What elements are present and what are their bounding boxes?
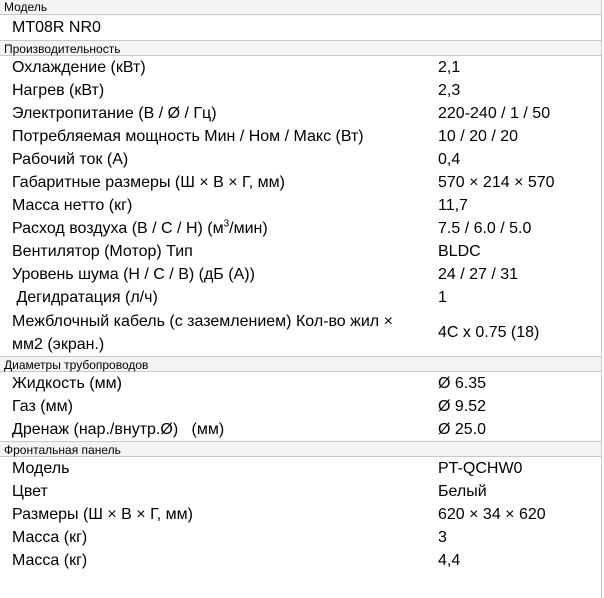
spec-row: [0, 56, 601, 79]
spec-row: [0, 457, 601, 480]
spec-row: [0, 240, 601, 263]
spec-label: Масса нетто (кг): [12, 197, 133, 214]
spec-row-cable: [0, 309, 601, 356]
spec-value: 1: [438, 289, 447, 306]
spec-row-airflow: [0, 217, 601, 240]
spec-label: Рабочий ток (А): [12, 151, 129, 168]
spec-value: 620 × 34 × 620: [438, 506, 546, 523]
spec-row: [0, 79, 601, 102]
spec-value: 2,3: [438, 82, 461, 99]
spec-value: 10 / 20 / 20: [438, 128, 519, 145]
spec-row: [0, 418, 601, 441]
model-value: MT08R NR0: [12, 19, 101, 36]
spec-row: [0, 125, 601, 148]
spec-row: [0, 194, 601, 217]
spec-value: Ø 9.52: [438, 398, 487, 415]
spec-row: [0, 372, 601, 395]
spec-row: [0, 395, 601, 418]
spec-row: [0, 148, 601, 171]
spec-label: Размеры (Ш × В × Г, мм): [12, 506, 193, 523]
spec-value: Ø 25.0: [438, 421, 487, 438]
spec-row: [0, 263, 601, 286]
spec-label: Масса (кг): [12, 529, 88, 546]
spec-label: Модель: [12, 460, 70, 477]
spec-label: Газ (мм): [12, 398, 73, 415]
spec-value: Ø 6.35: [438, 375, 487, 392]
spec-row: [0, 549, 601, 572]
spec-row: [0, 102, 601, 125]
spec-label: Охлаждение (кВт): [12, 59, 146, 76]
spec-value: 220-240 / 1 / 50: [438, 105, 551, 122]
spec-value: BLDC: [438, 243, 481, 260]
spec-value: 7.5 / 6.0 / 5.0: [438, 220, 532, 237]
spec-row: [0, 480, 601, 503]
spec-value: 4,4: [438, 552, 461, 569]
spec-value: Белый: [438, 483, 487, 500]
spec-row: [0, 171, 601, 194]
spec-row: [0, 286, 601, 309]
spec-value: PT-QCHW0: [438, 460, 523, 477]
airflow-label-sup: 3: [223, 218, 230, 230]
spec-label: Межблочный кабель (с заземлением) Кол-во жил × мм2 (экран.): [12, 312, 393, 353]
spec-label: Масса (кг): [12, 552, 88, 569]
section-header-model: Модель: [0, 0, 601, 15]
spec-value: 2,1: [438, 59, 461, 76]
section-header-performance: Производительность: [0, 40, 601, 56]
airflow-label-end: /мин): [229, 220, 268, 237]
spec-label: Потребляемая мощность Мин / Ном / Макс (Вт): [12, 128, 364, 145]
spec-value: 24 / 27 / 31: [438, 266, 519, 283]
spec-label: Дренаж (нар./внутр.Ø) (мм): [12, 421, 225, 438]
spec-value: 3: [438, 529, 447, 546]
spec-label: Электропитание (В / Ø / Гц): [12, 105, 217, 122]
spec-label: Жидкость (мм): [12, 375, 122, 392]
section-header-pipes: Диаметры трубопроводов: [0, 356, 601, 372]
spec-label: Уровень шума (Н / С / В) (дБ (А)): [12, 266, 255, 283]
spec-label: Вентилятор (Мотор) Тип: [12, 243, 193, 260]
spec-value: 4C x 0.75 (18): [438, 324, 540, 341]
spec-label: Дегидратация (л/ч): [12, 289, 158, 306]
spec-row: [0, 526, 601, 549]
spec-label: Габаритные размеры (Ш × В × Г, мм): [12, 174, 285, 191]
spec-value: 570 × 214 × 570: [438, 174, 555, 191]
spec-row: [0, 503, 601, 526]
spec-label: Цвет: [12, 483, 48, 500]
spec-label: Нагрев (кВт): [12, 82, 105, 99]
section-header-panel: Фронтальная панель: [0, 441, 601, 457]
spec-value: 11,7: [438, 197, 468, 214]
spec-value: 0,4: [438, 151, 461, 168]
spec-label: [0, 219, 428, 238]
airflow-label-main: Расход воздуха (В / С / Н) (м: [12, 220, 224, 237]
